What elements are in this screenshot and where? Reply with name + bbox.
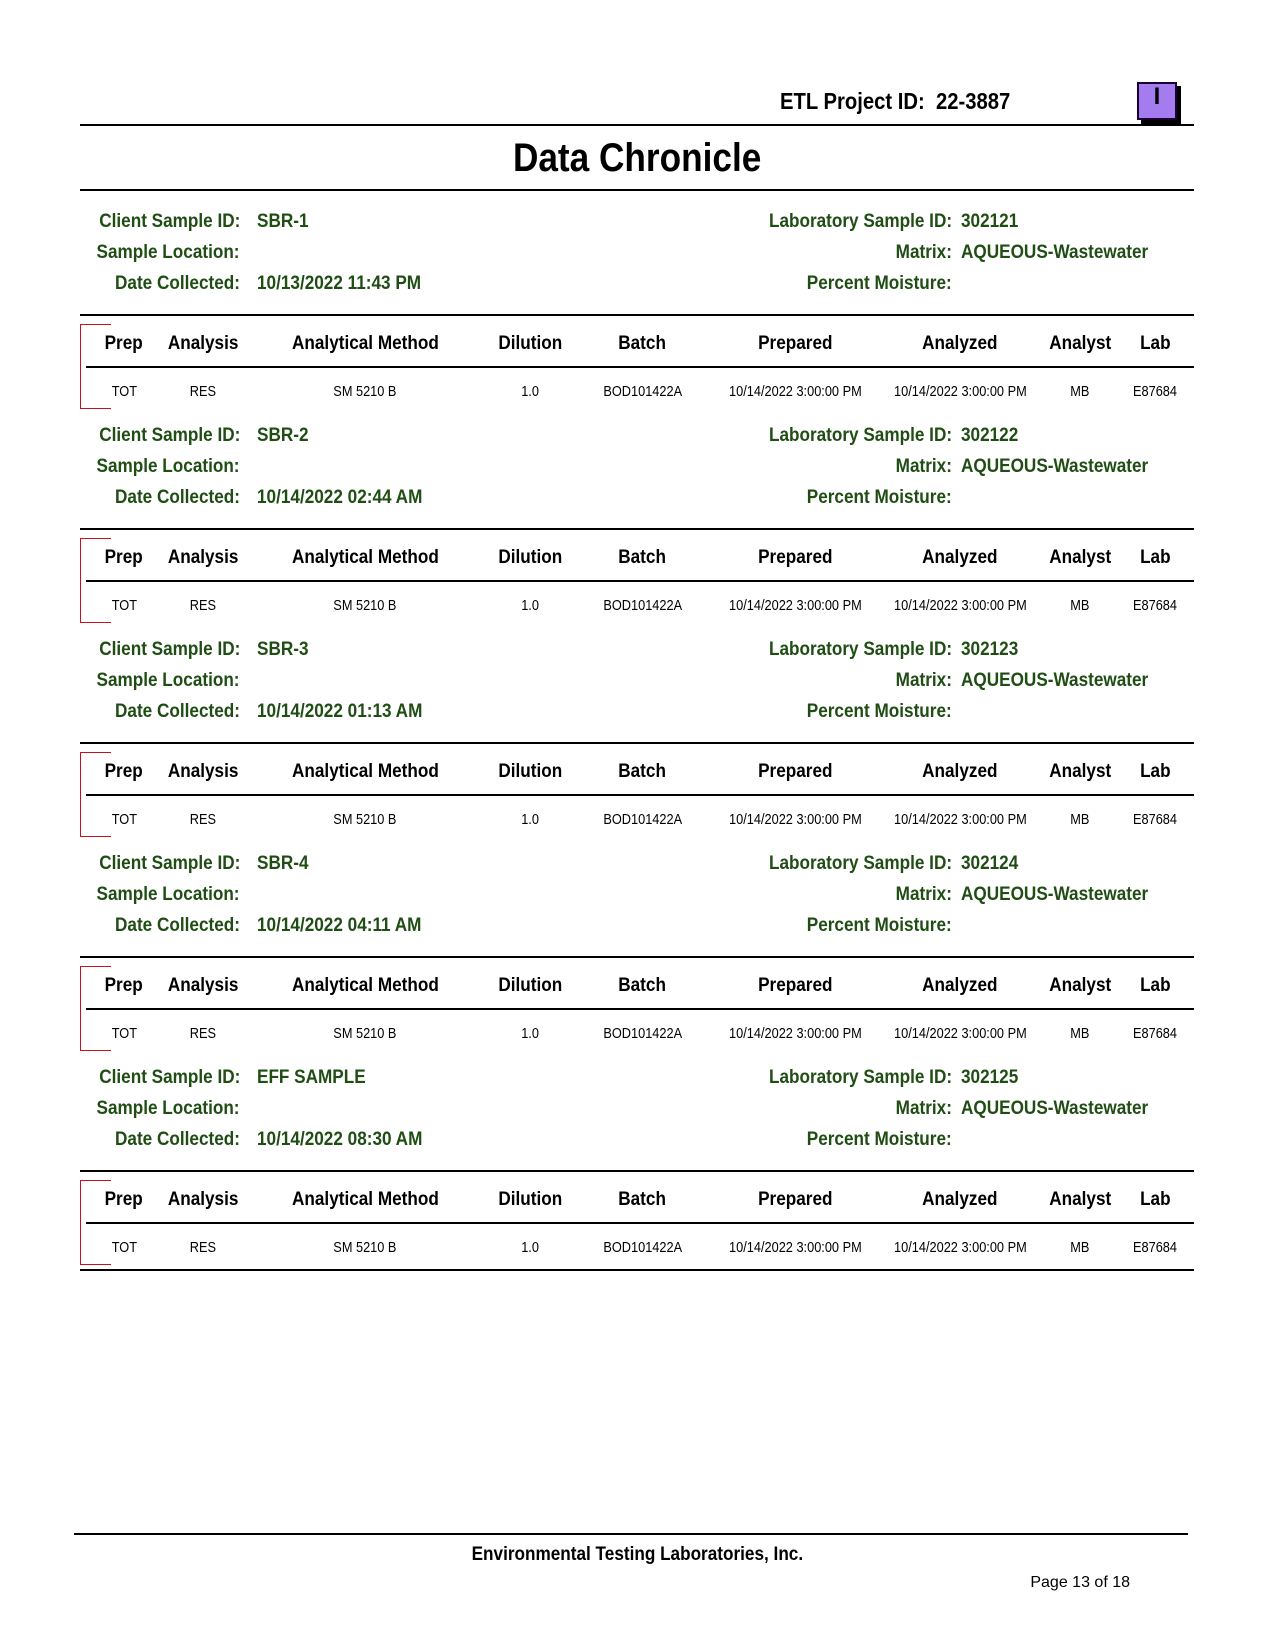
percent-moisture-label: Percent Moisture: [807,486,952,508]
date-collected-value: 10/14/2022 04:11 AM [257,914,422,936]
client-sample-id-label: Client Sample ID: [98,852,240,874]
client-sample-id-value: SBR-1 [257,210,309,232]
column-header: Dilution [498,760,562,782]
table-cell-prepared: 10/14/2022 3:00:00 PM [728,598,862,614]
column-header: Analytical Method [291,546,439,568]
matrix-value: AQUEOUS-Wastewater [961,1097,1149,1119]
table-cell-dilution: 1.0 [521,598,539,614]
sample-location-label: Sample Location: [96,455,240,477]
client-sample-id-value: EFF SAMPLE [257,1066,366,1088]
table-cell-prep: TOT [111,598,137,614]
lab-sample-id-label: Laboratory Sample ID: [768,852,952,874]
page-title: Data Chronicle [513,136,762,180]
table-cell-analyzed: 10/14/2022 3:00:00 PM [893,1026,1027,1042]
footer-divider [74,1533,1188,1535]
table-top-rule [80,314,1194,316]
table-cell-prepared: 10/14/2022 3:00:00 PM [728,812,862,828]
column-header: Analyst [1048,760,1111,782]
table-cell-analyst: MB [1070,812,1090,828]
table-cell-dilution: 1.0 [521,1240,539,1256]
page-number: Page 13 of 18 [1030,1574,1130,1591]
column-header: Prep [104,974,144,996]
table-cell-method: SM 5210 B [333,384,397,400]
column-header: Lab [1139,974,1171,996]
table-cell-prep: TOT [111,1026,137,1042]
table-cell-batch: BOD101422A [603,1240,682,1256]
column-header: Analyst [1048,974,1111,996]
date-collected-value: 10/14/2022 02:44 AM [257,486,423,508]
date-collected-label: Date Collected: [115,486,240,508]
sample-location-label: Sample Location: [96,883,240,905]
column-header: Batch [618,1188,667,1210]
column-header: Prep [104,1188,144,1210]
column-header: Analyzed [922,332,998,354]
lab-sample-id-label: Laboratory Sample ID: [768,424,952,446]
table-cell-lab: E87684 [1133,1026,1177,1042]
column-header: Analyzed [922,546,998,568]
column-header: Dilution [498,1188,562,1210]
column-header: Analyzed [922,1188,998,1210]
matrix-value: AQUEOUS-Wastewater [961,455,1149,477]
matrix-label: Matrix: [895,883,952,905]
sample-block [0,842,1275,1064]
header-rule [86,366,1194,368]
column-header: Batch [618,760,667,782]
column-header: Dilution [498,974,562,996]
column-header: Prep [104,760,144,782]
matrix-value: AQUEOUS-Wastewater [961,883,1149,905]
sample-block [0,200,1275,422]
table-cell-dilution: 1.0 [521,812,539,828]
header-rule [86,1008,1194,1010]
column-header: Analytical Method [291,1188,439,1210]
column-header: Prepared [757,974,833,996]
table-cell-dilution: 1.0 [521,1026,539,1042]
table-cell-lab: E87684 [1133,1240,1177,1256]
column-header: Batch [618,332,667,354]
table-top-rule [80,528,1194,530]
table-cell-analyzed: 10/14/2022 3:00:00 PM [893,812,1027,828]
project-id-label: ETL Project ID: [780,88,925,114]
lab-sample-id-value: 302124 [961,852,1019,874]
column-header: Analyst [1048,1188,1111,1210]
lab-sample-id-label: Laboratory Sample ID: [768,1066,952,1088]
date-collected-label: Date Collected: [115,272,240,294]
lab-sample-id-value: 302125 [961,1066,1019,1088]
column-header: Prepared [757,332,833,354]
table-cell-analyzed: 10/14/2022 3:00:00 PM [893,384,1027,400]
lab-sample-id-value: 302123 [961,638,1019,660]
table-top-rule [80,1170,1194,1172]
client-sample-id-value: SBR-4 [257,852,309,874]
column-header: Analysis [167,546,239,568]
sample-block [0,414,1275,636]
table-cell-analyst: MB [1070,1026,1090,1042]
date-collected-label: Date Collected: [115,700,240,722]
lab-sample-id-label: Laboratory Sample ID: [768,638,952,660]
percent-moisture-label: Percent Moisture: [807,1128,952,1150]
column-header: Prep [104,332,144,354]
table-cell-lab: E87684 [1133,384,1177,400]
percent-moisture-label: Percent Moisture: [807,272,952,294]
header-rule [86,580,1194,582]
client-sample-id-label: Client Sample ID: [98,210,240,232]
table-cell-analyzed: 10/14/2022 3:00:00 PM [893,598,1027,614]
matrix-value: AQUEOUS-Wastewater [961,669,1149,691]
column-header: Analysis [167,332,239,354]
client-sample-id-value: SBR-2 [257,424,309,446]
project-id [780,88,1080,115]
table-cell-analyst: MB [1070,598,1090,614]
column-header: Lab [1139,1188,1171,1210]
table-top-rule [80,956,1194,958]
table-cell-batch: BOD101422A [603,812,682,828]
table-cell-batch: BOD101422A [603,598,682,614]
sample-block [0,1056,1275,1278]
date-collected-value: 10/13/2022 11:43 PM [257,272,422,294]
table-top-rule [80,742,1194,744]
percent-moisture-label: Percent Moisture: [807,700,952,722]
column-header: Dilution [498,546,562,568]
column-header: Lab [1139,546,1171,568]
date-collected-value: 10/14/2022 01:13 AM [257,700,423,722]
table-cell-prepared: 10/14/2022 3:00:00 PM [728,384,862,400]
column-header: Batch [618,974,667,996]
lab-sample-id-value: 302122 [961,424,1019,446]
sample-block [0,628,1275,850]
sample-location-label: Sample Location: [96,1097,240,1119]
table-cell-lab: E87684 [1133,598,1177,614]
matrix-label: Matrix: [895,669,952,691]
column-header: Lab [1139,760,1171,782]
table-cell-analysis: RES [189,1026,217,1042]
status-badge: I [1137,82,1177,120]
table-cell-analyzed: 10/14/2022 3:00:00 PM [893,1240,1027,1256]
column-header: Lab [1139,332,1171,354]
lab-sample-id-label: Laboratory Sample ID: [768,210,952,232]
date-collected-label: Date Collected: [115,914,240,936]
table-cell-batch: BOD101422A [603,1026,682,1042]
table-cell-method: SM 5210 B [333,1240,397,1256]
column-header: Analysis [167,1188,239,1210]
table-bottom-rule [80,1269,1194,1271]
column-header: Batch [618,546,667,568]
client-sample-id-value: SBR-3 [257,638,309,660]
lab-sample-id-value: 302121 [961,210,1019,232]
column-header: Analysis [167,974,239,996]
table-cell-analysis: RES [189,1240,217,1256]
table-cell-method: SM 5210 B [333,1026,397,1042]
column-header: Analyzed [922,760,998,782]
table-cell-lab: E87684 [1133,812,1177,828]
table-cell-analysis: RES [189,598,217,614]
table-cell-analysis: RES [189,384,217,400]
header-divider [80,124,1194,126]
title-divider [80,189,1194,191]
matrix-label: Matrix: [895,1097,952,1119]
sample-location-label: Sample Location: [96,241,240,263]
column-header: Prepared [757,1188,833,1210]
table-cell-analyst: MB [1070,1240,1090,1256]
column-header: Analyst [1048,546,1111,568]
table-cell-method: SM 5210 B [333,812,397,828]
table-cell-prepared: 10/14/2022 3:00:00 PM [728,1240,862,1256]
column-header: Analysis [167,760,239,782]
table-cell-prep: TOT [111,812,137,828]
header-rule [86,1222,1194,1224]
table-cell-batch: BOD101422A [603,384,682,400]
date-collected-value: 10/14/2022 08:30 AM [257,1128,423,1150]
matrix-value: AQUEOUS-Wastewater [961,241,1149,263]
table-cell-analyst: MB [1070,384,1090,400]
column-header: Prep [104,546,144,568]
project-id-value: 22-3887 [935,88,1011,114]
column-header: Analyst [1048,332,1111,354]
client-sample-id-label: Client Sample ID: [98,424,240,446]
matrix-label: Matrix: [895,241,952,263]
matrix-label: Matrix: [895,455,952,477]
header-rule [86,794,1194,796]
column-header: Dilution [498,332,562,354]
table-cell-prep: TOT [111,384,137,400]
column-header: Prepared [757,546,833,568]
footer-company: Environmental Testing Laboratories, Inc. [471,1543,804,1565]
table-cell-analysis: RES [189,812,217,828]
table-cell-prep: TOT [111,1240,137,1256]
client-sample-id-label: Client Sample ID: [98,638,240,660]
table-cell-dilution: 1.0 [521,384,539,400]
column-header: Prepared [757,760,833,782]
sample-location-label: Sample Location: [96,669,240,691]
table-cell-method: SM 5210 B [333,598,397,614]
column-header: Analyzed [922,974,998,996]
date-collected-label: Date Collected: [115,1128,240,1150]
column-header: Analytical Method [291,974,439,996]
percent-moisture-label: Percent Moisture: [807,914,952,936]
table-cell-prepared: 10/14/2022 3:00:00 PM [728,1026,862,1042]
column-header: Analytical Method [291,760,439,782]
client-sample-id-label: Client Sample ID: [98,1066,240,1088]
column-header: Analytical Method [291,332,439,354]
